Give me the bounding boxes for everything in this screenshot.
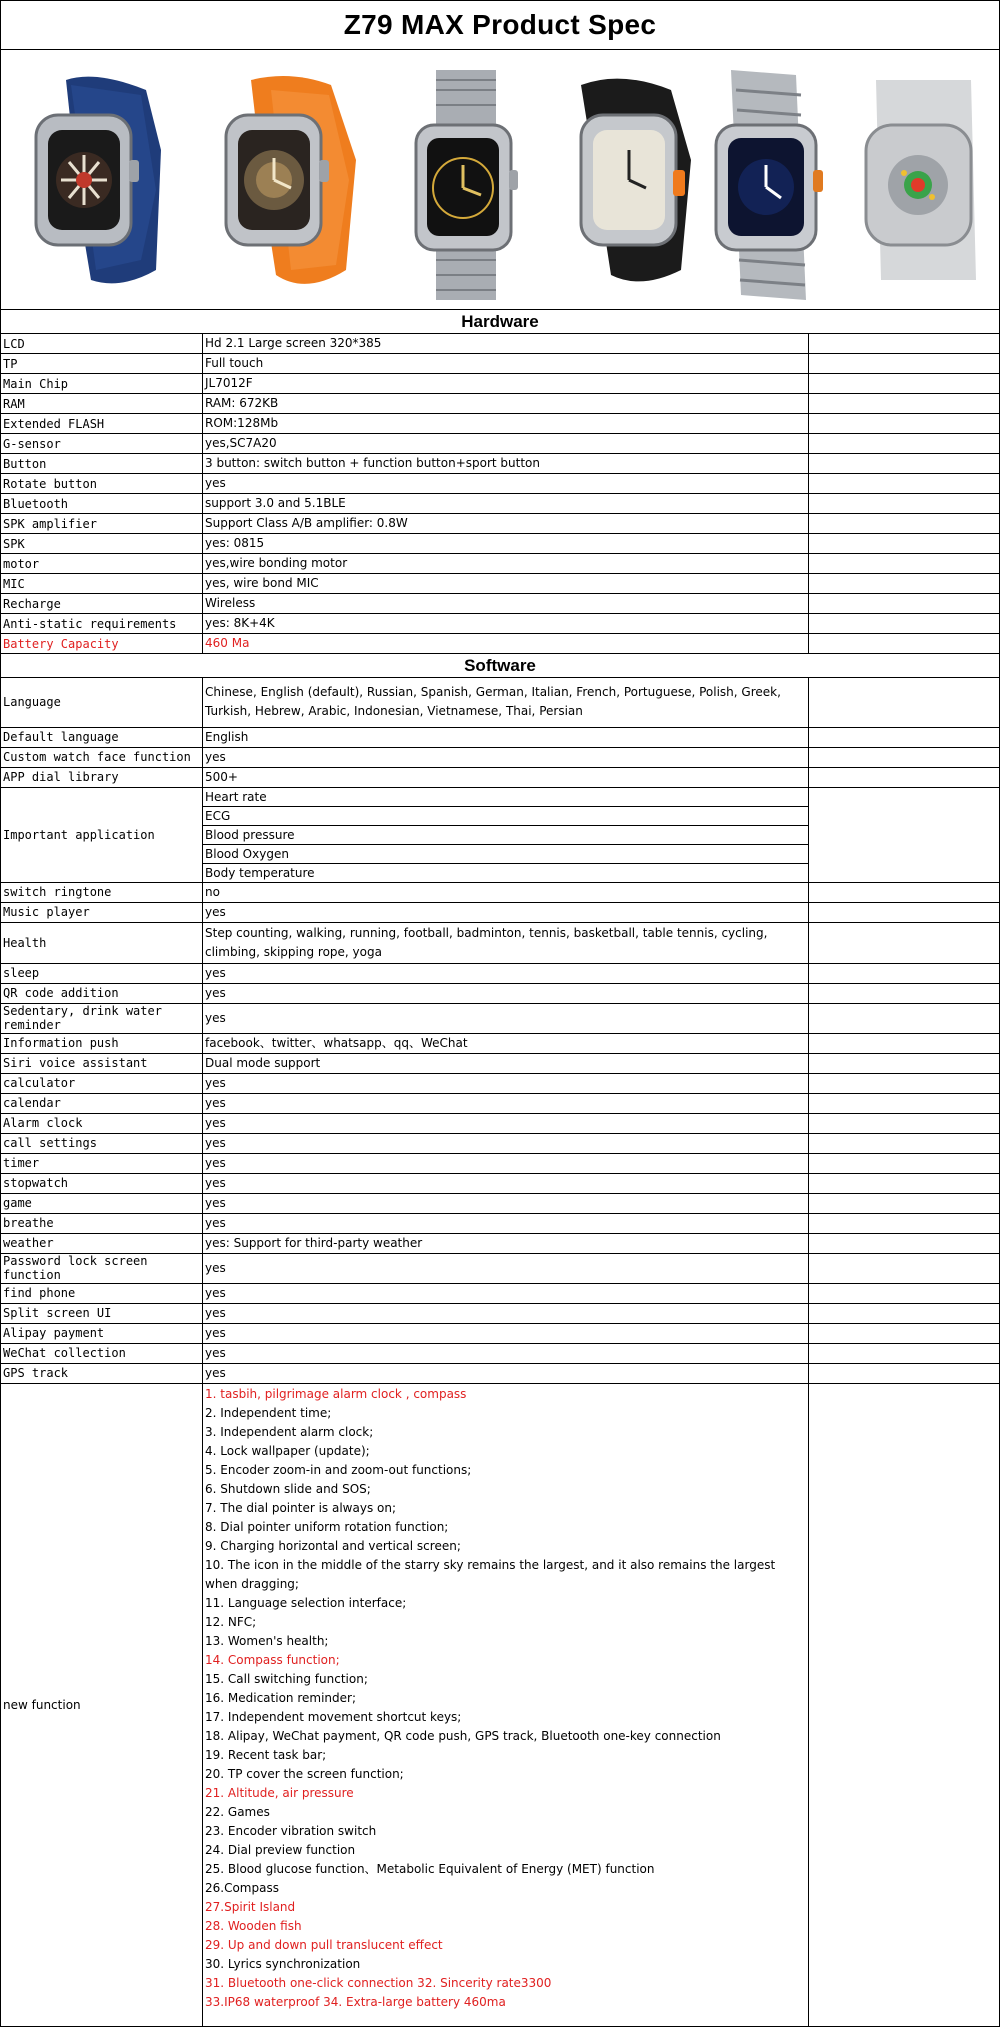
spec-label: GPS track [1,1363,203,1383]
software-table [1,678,1000,2027]
spec-row [1,534,1000,554]
spec-value: English [203,727,809,747]
spec-row [1,1113,1000,1133]
spec-value: yes [203,1323,809,1343]
new-function-item: 24. Dial preview function [205,1841,806,1860]
new-function-item: 17. Independent movement shortcut keys; [205,1708,806,1727]
hardware-heading: Hardware [1,310,999,334]
spec-value: yes: 8K+4K [203,614,809,634]
spec-blank-cell [809,678,1000,727]
spec-label: call settings [1,1133,203,1153]
spec-value: JL7012F [203,374,809,394]
spec-label: find phone [1,1283,203,1303]
spec-value: yes [203,1363,809,1383]
spec-label: Alipay payment [1,1323,203,1343]
new-function-item: 29. Up and down pull translucent effect [205,1936,806,1955]
spec-blank-cell [809,1323,1000,1343]
spec-value: Full touch [203,354,809,374]
spec-row [1,474,1000,494]
new-function-list [203,1383,809,2026]
spec-value: 3 button: switch button + function button+sport button [203,454,809,474]
new-function-item: 14. Compass function; [205,1651,806,1670]
spec-value: ROM:128Mb [203,414,809,434]
spec-value: yes [203,963,809,983]
spec-row [1,727,1000,747]
spec-value: yes,wire bonding motor [203,554,809,574]
spec-blank-cell [809,1303,1000,1323]
spec-blank-cell [809,614,1000,634]
spec-blank-cell [809,1033,1000,1053]
spec-blank-cell [809,634,1000,654]
spec-value: facebook、twitter、whatsapp、qq、WeChat [203,1033,809,1053]
spec-blank-cell [809,727,1000,747]
spec-value: yes [203,983,809,1003]
new-function-item: 28. Wooden fish [205,1917,806,1936]
spec-row [1,1093,1000,1113]
spec-value: yes [203,1133,809,1153]
spec-row [1,1073,1000,1093]
new-function-item: 1. tasbih, pilgrimage alarm clock , compass [205,1385,806,1404]
spec-value: Chinese, English (default), Russian, Spanish, German, Italian, French, Portuguese, Polish, Greek, Turkish, Hebrew, Arabic, Indonesian, Vietnamese, Thai, Persian [203,678,809,727]
spec-row [1,1193,1000,1213]
spec-row [1,554,1000,574]
new-function-item: 5. Encoder zoom-in and zoom-out functions; [205,1461,806,1480]
spec-label: sleep [1,963,203,983]
spec-row [1,1323,1000,1343]
spec-value: yes [203,1283,809,1303]
important-app-item: Body temperature [203,864,808,882]
spec-row [1,1303,1000,1323]
spec-label: Extended FLASH [1,414,203,434]
important-app-item: ECG [203,807,808,826]
spec-label: Custom watch face function [1,747,203,767]
spec-blank-cell [809,514,1000,534]
new-function-item: 11. Language selection interface; [205,1594,806,1613]
new-function-item: 3. Independent alarm clock; [205,1423,806,1442]
spec-label: TP [1,354,203,374]
spec-label: Split screen UI [1,1303,203,1323]
spec-row [1,922,1000,963]
spec-row [1,574,1000,594]
spec-value: yes: Support for third-party weather [203,1233,809,1253]
spec-value: yes: 0815 [203,534,809,554]
spec-label: Recharge [1,594,203,614]
spec-value: yes [203,1343,809,1363]
spec-blank-cell [809,1173,1000,1193]
important-app-item: Blood Oxygen [203,845,808,864]
spec-blank-cell [809,454,1000,474]
spec-label: Password lock screen function [1,1253,203,1283]
spec-blank-cell [809,574,1000,594]
spec-label: Health [1,922,203,963]
spec-row [1,902,1000,922]
spec-blank-cell [809,963,1000,983]
spec-blank-cell [809,922,1000,963]
new-function-item: 30. Lyrics synchronization [205,1955,806,1974]
important-app-item: Heart rate [203,788,808,807]
spec-value: Dual mode support [203,1053,809,1073]
spec-value: RAM: 672KB [203,394,809,414]
spec-blank-cell [809,414,1000,434]
spec-row [1,614,1000,634]
spec-blank-cell [809,534,1000,554]
spec-value: yes [203,747,809,767]
spec-row [1,414,1000,434]
spec-value: yes [203,1303,809,1323]
spec-blank-cell [809,787,1000,882]
spec-row [1,1343,1000,1363]
spec-blank-cell [809,1233,1000,1253]
spec-label: SPK amplifier [1,514,203,534]
spec-value: yes [203,474,809,494]
new-function-item: 18. Alipay, WeChat payment, QR code push, GPS track, Bluetooth one-key connection [205,1727,806,1746]
spec-row [1,494,1000,514]
spec-value: yes [203,902,809,922]
spec-value: yes,SC7A20 [203,434,809,454]
spec-row [1,334,1000,354]
watch-image-navy [21,70,171,290]
new-function-item: 21. Altitude, air pressure [205,1784,806,1803]
spec-label: Important application [1,787,203,882]
spec-blank-cell [809,1383,1000,2026]
spec-label: Siri voice assistant [1,1053,203,1073]
spec-label: Button [1,454,203,474]
spec-label: breathe [1,1213,203,1233]
new-function-item: 12. NFC; [205,1613,806,1632]
spec-row [1,963,1000,983]
spec-value: yes [203,1113,809,1133]
spec-row [1,394,1000,414]
spec-blank-cell [809,1213,1000,1233]
spec-blank-cell [809,1153,1000,1173]
spec-row [1,374,1000,394]
spec-label: SPK [1,534,203,554]
important-app-item: Blood pressure [203,826,808,845]
new-function-item: 13. Women's health; [205,1632,806,1651]
spec-row [1,514,1000,534]
new-function-item: 19. Recent task bar; [205,1746,806,1765]
new-function-item: 22. Games [205,1803,806,1822]
new-function-item: 10. The icon in the middle of the starry sky remains the largest, and it also remains the largest when dragging; [205,1556,806,1594]
spec-row [1,1253,1000,1283]
spec-blank-cell [809,1133,1000,1153]
spec-row [1,354,1000,374]
page-title: Z79 MAX Product Spec [1,1,999,50]
spec-row [1,1153,1000,1173]
spec-row [1,1233,1000,1253]
spec-row [1,434,1000,454]
new-function-item: 26.Compass [205,1879,806,1898]
spec-row [1,678,1000,727]
spec-label: APP dial library [1,767,203,787]
hardware-table [1,334,1000,654]
important-app-list [203,787,809,882]
spec-label: LCD [1,334,203,354]
spec-label: Anti-static requirements [1,614,203,634]
watch-image-orange [211,70,361,290]
spec-row [1,882,1000,902]
new-function-item: 31. Bluetooth one-click connection 32. Sincerity rate3300 [205,1974,806,1993]
spec-blank-cell [809,1003,1000,1033]
spec-label: motor [1,554,203,574]
spec-blank-cell [809,594,1000,614]
spec-value: yes [203,1213,809,1233]
new-function-item: 6. Shutdown slide and SOS; [205,1480,806,1499]
spec-label: switch ringtone [1,882,203,902]
spec-blank-cell [809,747,1000,767]
new-function-item: 8. Dial pointer uniform rotation function; [205,1518,806,1537]
spec-blank-cell [809,1193,1000,1213]
new-function-item: 2. Independent time; [205,1404,806,1423]
spec-label: Main Chip [1,374,203,394]
spec-value: yes [203,1153,809,1173]
spec-row [1,1003,1000,1033]
spec-blank-cell [809,1253,1000,1283]
spec-row [1,767,1000,787]
spec-value: Support Class A/B amplifier: 0.8W [203,514,809,534]
spec-value: Step counting, walking, running, football, badminton, tennis, basketball, table tennis, cycling, climbing, skipping rope, yoga [203,922,809,963]
spec-value: Hd 2.1 Large screen 320*385 [203,334,809,354]
spec-label: WeChat collection [1,1343,203,1363]
spec-label: G-sensor [1,434,203,454]
spec-blank-cell [809,902,1000,922]
spec-value: yes [203,1093,809,1113]
spec-row-new-function [1,1383,1000,2026]
spec-blank-cell [809,882,1000,902]
spec-value: support 3.0 and 5.1BLE [203,494,809,514]
spec-value: 500+ [203,767,809,787]
spec-blank-cell [809,767,1000,787]
spec-value: 460 Ma [203,634,809,654]
product-photos [1,50,999,310]
spec-blank-cell [809,554,1000,574]
watch-image-black [551,70,701,290]
spec-value: yes [203,1193,809,1213]
spec-value: yes, wire bond MIC [203,574,809,594]
new-function-item: 23. Encoder vibration switch [205,1822,806,1841]
spec-row [1,1213,1000,1233]
spec-row [1,1133,1000,1153]
spec-label: game [1,1193,203,1213]
spec-label: calendar [1,1093,203,1113]
spec-value: yes [203,1003,809,1033]
spec-blank-cell [809,1093,1000,1113]
new-function-item: 4. Lock wallpaper (update); [205,1442,806,1461]
spec-label: QR code addition [1,983,203,1003]
spec-blank-cell [809,434,1000,454]
spec-label: MIC [1,574,203,594]
spec-blank-cell [809,1283,1000,1303]
spec-label: Alarm clock [1,1113,203,1133]
spec-row [1,594,1000,614]
spec-label: Bluetooth [1,494,203,514]
spec-blank-cell [809,1053,1000,1073]
spec-blank-cell [809,1343,1000,1363]
spec-row [1,1283,1000,1303]
spec-blank-cell [809,474,1000,494]
spec-blank-cell [809,334,1000,354]
new-function-item: 15. Call switching function; [205,1670,806,1689]
spec-row [1,634,1000,654]
spec-label: timer [1,1153,203,1173]
spec-blank-cell [809,983,1000,1003]
spec-row [1,1053,1000,1073]
spec-blank-cell [809,1363,1000,1383]
spec-blank-cell [809,354,1000,374]
spec-label: Language [1,678,203,727]
spec-row [1,454,1000,474]
new-function-item: 33.IP68 waterproof 34. Extra-large battery 460ma [205,1993,806,2012]
spec-row [1,983,1000,1003]
spec-label: RAM [1,394,203,414]
software-heading: Software [1,654,999,678]
spec-blank-cell [809,374,1000,394]
new-function-item: 27.Spirit Island [205,1898,806,1917]
spec-blank-cell [809,494,1000,514]
new-function-item: 7. The dial pointer is always on; [205,1499,806,1518]
new-function-item: 20. TP cover the screen function; [205,1765,806,1784]
spec-label: Battery Capacity [1,634,203,654]
spec-value: yes [203,1173,809,1193]
spec-value: Wireless [203,594,809,614]
spec-value: yes [203,1073,809,1093]
spec-label: stopwatch [1,1173,203,1193]
spec-label: Information push [1,1033,203,1053]
spec-row-important [1,787,1000,882]
watch-image-bracelet [701,70,841,300]
spec-label: new function [1,1383,203,2026]
watch-image-back [856,70,991,290]
spec-blank-cell [809,394,1000,414]
spec-value: yes [203,1253,809,1283]
spec-label: Sedentary, drink water reminder [1,1003,203,1033]
spec-row [1,1173,1000,1193]
spec-row [1,747,1000,767]
spec-label: weather [1,1233,203,1253]
watch-image-steel [411,70,521,300]
new-function-item: 16. Medication reminder; [205,1689,806,1708]
spec-label: Music player [1,902,203,922]
spec-blank-cell [809,1073,1000,1093]
new-function-item: 25. Blood glucose function、Metabolic Equivalent of Energy (MET) function [205,1860,806,1879]
spec-label: calculator [1,1073,203,1093]
spec-label: Rotate button [1,474,203,494]
spec-label: Default language [1,727,203,747]
spec-row [1,1033,1000,1053]
spec-row [1,1363,1000,1383]
spec-blank-cell [809,1113,1000,1133]
spec-value: no [203,882,809,902]
new-function-item: 9. Charging horizontal and vertical screen; [205,1537,806,1556]
